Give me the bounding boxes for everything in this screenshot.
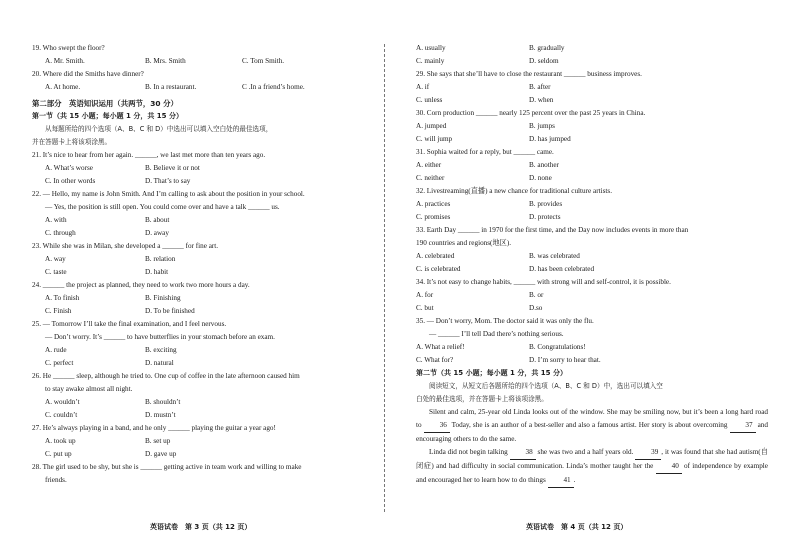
q25-options-cd xyxy=(32,357,384,370)
page-3-footer: 英语试卷 第 3 页（共 12 页） xyxy=(150,523,252,531)
q25-stem-2: — Don’t worry. It’s ______ to have butterflies in your stomach before an exam. xyxy=(45,333,275,341)
left-column xyxy=(32,0,384,487)
q22-option-b[interactable]: B. about xyxy=(145,216,170,224)
q25-option-d[interactable]: D. natural xyxy=(145,359,174,367)
q31-stem: 31. Sophia waited for a reply, but ______ came. xyxy=(416,148,554,156)
q33-options-ab xyxy=(416,250,768,263)
q29-stem: 29. She says that she’ll have to close the restaurant ______ business improves. xyxy=(416,70,642,78)
q22-stem: 22. — Hello, my name is John Smith. And I’m calling to ask about the position in your school. xyxy=(32,190,305,198)
q22-stem-2: — Yes, the position is still open. You could come over and have a talk ______ us. xyxy=(45,203,280,211)
q29-option-d[interactable]: D. when xyxy=(529,96,554,104)
q22-option-d[interactable]: D. away xyxy=(145,229,169,237)
q26-option-c[interactable]: C. couldn’t xyxy=(45,411,78,419)
p1-text-3: and encouraging others to do the same. xyxy=(416,421,768,443)
q24-option-d[interactable]: D. To be finished xyxy=(145,307,195,315)
q32-options-cd xyxy=(416,211,768,224)
subsection-1-instruction: 从每题所给的四个选项（A、B、C 和 D）中选出可以填入空白处的最佳选项， xyxy=(45,125,273,133)
q28-stem-2: friends. xyxy=(45,476,67,484)
q30-options-ab xyxy=(416,120,768,133)
passage-paragraph-1 xyxy=(416,406,768,446)
q33-option-d[interactable]: D. has been celebrated xyxy=(529,265,595,273)
q23-option-a[interactable]: A. way xyxy=(45,255,66,263)
q22-option-a[interactable]: A. with xyxy=(45,216,67,224)
q28-option-d[interactable]: D. seldom xyxy=(529,57,559,65)
q31-options-cd xyxy=(416,172,768,185)
q23-option-c[interactable]: C. taste xyxy=(45,268,67,276)
p2-text-4: of independence by example and encouraged her to learn how to do things xyxy=(416,462,768,484)
q25-option-a[interactable]: A. rude xyxy=(45,346,67,354)
p2-text-1: Linda did not begin talking xyxy=(429,448,510,456)
right-column xyxy=(416,0,768,488)
q35-option-c[interactable]: C. What for? xyxy=(416,356,454,364)
q21-option-b[interactable]: B. Believe it or not xyxy=(145,164,200,172)
q34-option-b[interactable]: B. or xyxy=(529,291,544,299)
q19-stem: 19. Who swept the floor? xyxy=(32,44,105,52)
q32-options-ab xyxy=(416,198,768,211)
q24-option-b[interactable]: B. Finishing xyxy=(145,294,181,302)
q20-option-b[interactable]: B. In a restaurant. xyxy=(145,83,197,91)
q32-option-d[interactable]: D. protects xyxy=(529,213,561,221)
q29-option-c[interactable]: C. unless xyxy=(416,96,443,104)
q32-option-a[interactable]: A. practices xyxy=(416,200,451,208)
blank-37[interactable]: 37 xyxy=(730,419,756,433)
blank-36[interactable]: 36 xyxy=(424,419,450,433)
q27-stem: 27. He’s always playing in a band, and he only ______ playing the guitar a year ago! xyxy=(32,424,276,432)
q19-options xyxy=(32,55,384,68)
q35-stem: 35. — Don’t worry, Mom. The doctor said it was only the flu. xyxy=(416,317,594,325)
q24-option-c[interactable]: C. Finish xyxy=(45,307,72,315)
q19-option-c[interactable]: C. Tom Smith. xyxy=(242,57,285,65)
q19-option-a[interactable]: A. Mr. Smith. xyxy=(45,57,85,65)
q28-option-c[interactable]: C. mainly xyxy=(416,57,445,65)
q30-option-c[interactable]: C. will jump xyxy=(416,135,453,143)
q28-option-a[interactable]: A. usually xyxy=(416,44,446,52)
section-title: 第二部分 英语知识运用（共两节，30 分） xyxy=(32,99,178,108)
q34-options-ab xyxy=(416,289,768,302)
q31-option-d[interactable]: D. none xyxy=(529,174,552,182)
q23-options-ab xyxy=(32,253,384,266)
q30-option-a[interactable]: A. jumped xyxy=(416,122,447,130)
subsection-2-instruction-cont: 白处的最佳选项，并在答题卡上将该项涂黑。 xyxy=(416,395,548,403)
q26-option-a[interactable]: A. wouldn’t xyxy=(45,398,80,406)
q26-stem: 26. He ______ sleep, although he tried to. One cup of coffee in the late afternoon caused him xyxy=(32,372,300,380)
subsection-1-title: 第一节（共 15 小题；每小题 1 分，共 15 分） xyxy=(32,112,183,120)
q27-options-cd xyxy=(32,448,384,461)
q35-option-b[interactable]: B. Congratulations! xyxy=(529,343,586,351)
p2-text-5: . xyxy=(573,476,576,484)
q24-options-cd xyxy=(32,305,384,318)
p1-text-2: Today, she is an author of a best-seller and also a famous artist. Her story is about overcoming xyxy=(449,421,730,429)
q22-options-cd xyxy=(32,227,384,240)
q27-option-a[interactable]: A. took up xyxy=(45,437,76,445)
q30-stem: 30. Corn production ______ nearly 125 percent over the past 25 years in China. xyxy=(416,109,646,117)
q27-option-d[interactable]: D. gave up xyxy=(145,450,177,458)
q20-stem: 20. Where did the Smiths have dinner? xyxy=(32,70,144,78)
q26-option-d[interactable]: D. mustn’t xyxy=(145,411,176,419)
q29-option-b[interactable]: B. after xyxy=(529,83,551,91)
q28-options-ab xyxy=(416,42,768,55)
p2-text-3: , it was found that she had autism(自闭症) and had difficulty in social communication. Linda’s mother taught her the xyxy=(416,448,768,470)
q32-option-c[interactable]: C. promises xyxy=(416,213,451,221)
blank-40[interactable]: 40 xyxy=(656,460,682,474)
p2-text-2: she was two and a half years old. xyxy=(535,448,636,456)
p1-text-1: Silent and calm, 25-year old Linda looks out of the window. She may be smiling now, but it’s been a long hard road to xyxy=(416,408,768,429)
q24-option-a[interactable]: A. To finish xyxy=(45,294,80,302)
q26-options-cd xyxy=(32,409,384,422)
q23-options-cd xyxy=(32,266,384,279)
q33-option-a[interactable]: A. celebrated xyxy=(416,252,455,260)
q35-option-a[interactable]: A. What a relief! xyxy=(416,343,465,351)
q27-option-b[interactable]: B. set up xyxy=(145,437,171,445)
q35-stem-2: — ______ I’ll tell Dad there’s nothing serious. xyxy=(429,330,564,338)
q24-options-ab xyxy=(32,292,384,305)
q22-options-ab xyxy=(32,214,384,227)
q33-stem-2: 190 countries and regions(地区). xyxy=(416,239,512,247)
blank-38[interactable]: 38 xyxy=(510,446,536,460)
q33-option-c[interactable]: C. is celebrated xyxy=(416,265,461,273)
q28-stem: 28. The girl used to be shy, but she is ______ getting active in team work and willing to make xyxy=(32,463,302,471)
q21-option-d[interactable]: D. That’s to say xyxy=(145,177,191,185)
q20-option-a[interactable]: A. At home. xyxy=(45,83,81,91)
q33-options-cd xyxy=(416,263,768,276)
q31-option-c[interactable]: C. neither xyxy=(416,174,445,182)
q26-options-ab xyxy=(32,396,384,409)
q22-option-c[interactable]: C. through xyxy=(45,229,76,237)
q25-options-ab xyxy=(32,344,384,357)
q34-stem: 34. It’s not easy to change habits, ______ with strong will and self-control, it is possible. xyxy=(416,278,671,286)
q21-stem: 21. It’s nice to hear from her again. ______, we last met more than ten years ago. xyxy=(32,151,266,159)
q26-option-b[interactable]: B. shouldn’t xyxy=(145,398,181,406)
q25-stem: 25. — Tomorrow I’ll take the final examination, and I feel nervous. xyxy=(32,320,227,328)
q23-option-d[interactable]: D. habit xyxy=(145,268,169,276)
q33-option-b[interactable]: B. was celebrated xyxy=(529,252,580,260)
blank-39[interactable]: 39 xyxy=(635,446,661,460)
q27-option-c[interactable]: C. put up xyxy=(45,450,72,458)
subsection-2-instruction: 阅读短文，从短文后各题所给的四个选项（A、B、C 和 D）中，选出可以填入空 xyxy=(429,382,663,390)
q34-options-cd xyxy=(416,302,768,315)
q32-stem: 32. Livestreaming(直播) a new chance for traditional culture artists. xyxy=(416,187,612,195)
blank-41[interactable]: 41 xyxy=(548,474,574,488)
subsection-1-instruction-cont: 并在答题卡上将该项涂黑。 xyxy=(32,138,112,146)
column-divider xyxy=(384,44,385,512)
q23-stem: 23. While she was in Milan, she developed a ______ for fine art. xyxy=(32,242,219,250)
q28-option-b[interactable]: B. gradually xyxy=(529,44,565,52)
q25-option-b[interactable]: B. exciting xyxy=(145,346,177,354)
q21-options-ab xyxy=(32,162,384,175)
q30-option-b[interactable]: B. jumps xyxy=(529,122,555,130)
q33-stem: 33. Earth Day ______ in 1970 for the first time, and the Day now includes events in more than xyxy=(416,226,689,234)
q20-options xyxy=(32,81,384,94)
q23-option-b[interactable]: B. relation xyxy=(145,255,176,263)
q28-options-cd xyxy=(416,55,768,68)
q29-options-ab xyxy=(416,81,768,94)
q34-option-d[interactable]: D.so xyxy=(529,304,543,312)
q30-options-cd xyxy=(416,133,768,146)
q30-option-d[interactable]: D. has jumped xyxy=(529,135,571,143)
q32-option-b[interactable]: B. provides xyxy=(529,200,563,208)
q34-option-a[interactable]: A. for xyxy=(416,291,434,299)
q29-option-a[interactable]: A. if xyxy=(416,83,430,91)
q34-option-c[interactable]: C. but xyxy=(416,304,434,312)
q31-option-a[interactable]: A. either xyxy=(416,161,442,169)
q19-option-b[interactable]: B. Mrs. Smith xyxy=(145,57,186,65)
q25-option-c[interactable]: C. perfect xyxy=(45,359,74,367)
q31-option-b[interactable]: B. another xyxy=(529,161,559,169)
q35-options-ab xyxy=(416,341,768,354)
q27-options-ab xyxy=(32,435,384,448)
q31-options-ab xyxy=(416,159,768,172)
page-4-footer: 英语试卷 第 4 页（共 12 页） xyxy=(526,523,628,531)
q29-options-cd xyxy=(416,94,768,107)
subsection-2-title: 第二节（共 15 小题；每小题 1 分，共 15 分） xyxy=(416,369,567,377)
q26-stem-2: to stay awake almost all night. xyxy=(45,385,133,393)
q35-option-d[interactable]: D. I’m sorry to hear that. xyxy=(529,356,601,364)
passage-paragraph-2 xyxy=(416,446,768,488)
q24-stem: 24. ______ the project as planned, they need to work two more hours a day. xyxy=(32,281,250,289)
q21-options-cd xyxy=(32,175,384,188)
q20-option-c[interactable]: C .In a friend’s home. xyxy=(242,83,305,91)
q21-option-c[interactable]: C. In other words xyxy=(45,177,96,185)
q21-option-a[interactable]: A. What’s worse xyxy=(45,164,93,172)
q35-options-cd xyxy=(416,354,768,367)
